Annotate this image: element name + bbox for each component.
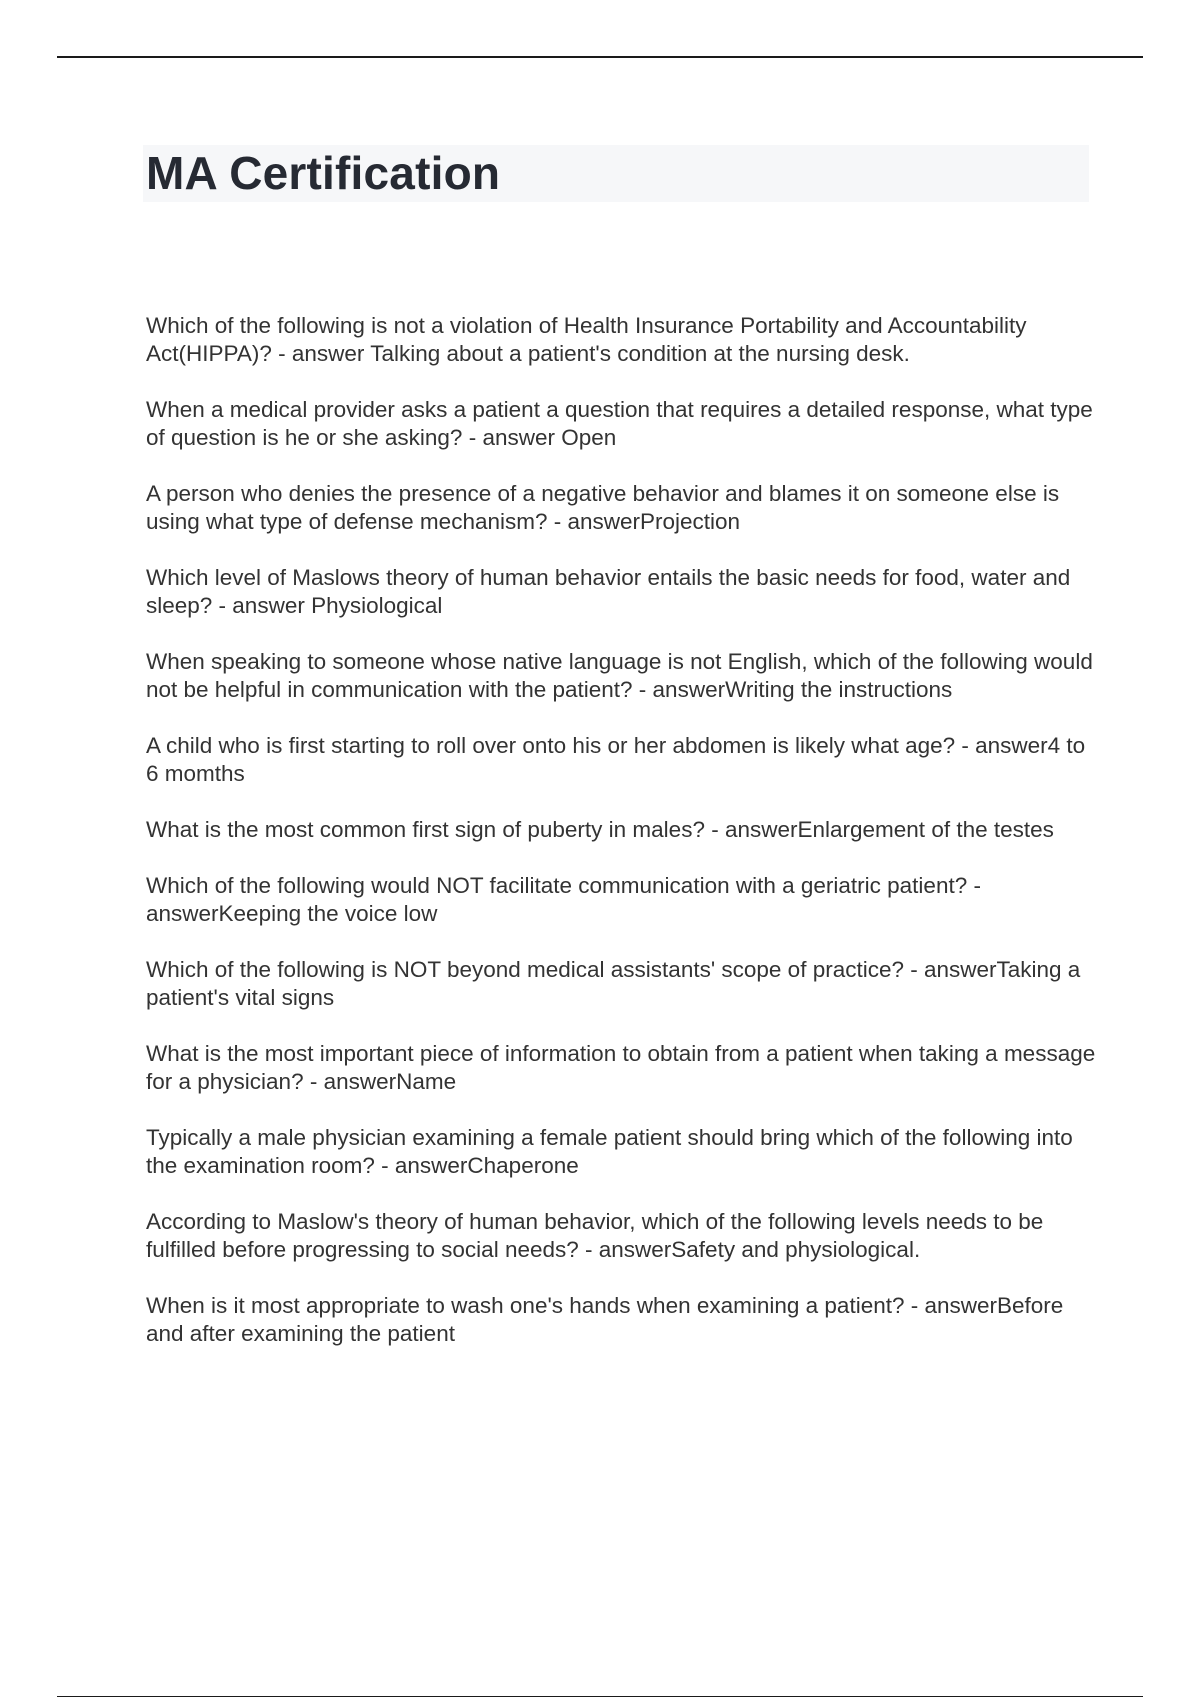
qa-item: A person who denies the presence of a negative behavior and blames it on someone else is using what type of defense mechanism? - answerProjection <box>146 481 1060 534</box>
qa-item: A child who is first starting to roll over onto his or her abdomen is likely what age? - answer4 to 6 momths <box>146 733 1086 786</box>
top-divider <box>57 56 1143 58</box>
qa-list <box>146 312 1096 1376</box>
qa-item: When is it most appropriate to wash one's hands when examining a patient? - answerBefore and after examining the patient <box>146 1293 1064 1346</box>
qa-item: Which of the following is NOT beyond medical assistants' scope of practice? - answerTaking a patient's vital signs <box>146 957 1081 1010</box>
qa-item: When speaking to someone whose native language is not English, which of the following would not be helpful in communication with the patient? - answerWriting the instructions <box>146 649 1093 702</box>
page-title: MA Certification <box>146 147 501 199</box>
qa-item: Typically a male physician examining a female patient should bring which of the following into the examination room? - answerChaperone <box>146 1125 1073 1178</box>
qa-item: Which level of Maslows theory of human behavior entails the basic needs for food, water and sleep? - answer Physiological <box>146 565 1071 618</box>
bottom-divider <box>57 1696 1143 1697</box>
qa-item: Which of the following is not a violation of Health Insurance Portability and Accountability Act(HIPPA)? - answer Talking about a patient's condition at the nursing desk. <box>146 313 1027 366</box>
qa-item: According to Maslow's theory of human behavior, which of the following levels needs to be fulfilled before progressing to social needs? - answerSafety and physiological. <box>146 1209 1044 1262</box>
qa-item: Which of the following would NOT facilitate communication with a geriatric patient? - answerKeeping the voice low <box>146 873 981 926</box>
qa-item: What is the most important piece of information to obtain from a patient when taking a message for a physician? - answerName <box>146 1041 1096 1094</box>
qa-item: What is the most common first sign of puberty in males? - answerEnlargement of the testes <box>146 817 1054 842</box>
title-banner <box>143 145 1089 202</box>
qa-item: When a medical provider asks a patient a question that requires a detailed response, what type of question is he or she asking? - answer Open <box>146 397 1093 450</box>
